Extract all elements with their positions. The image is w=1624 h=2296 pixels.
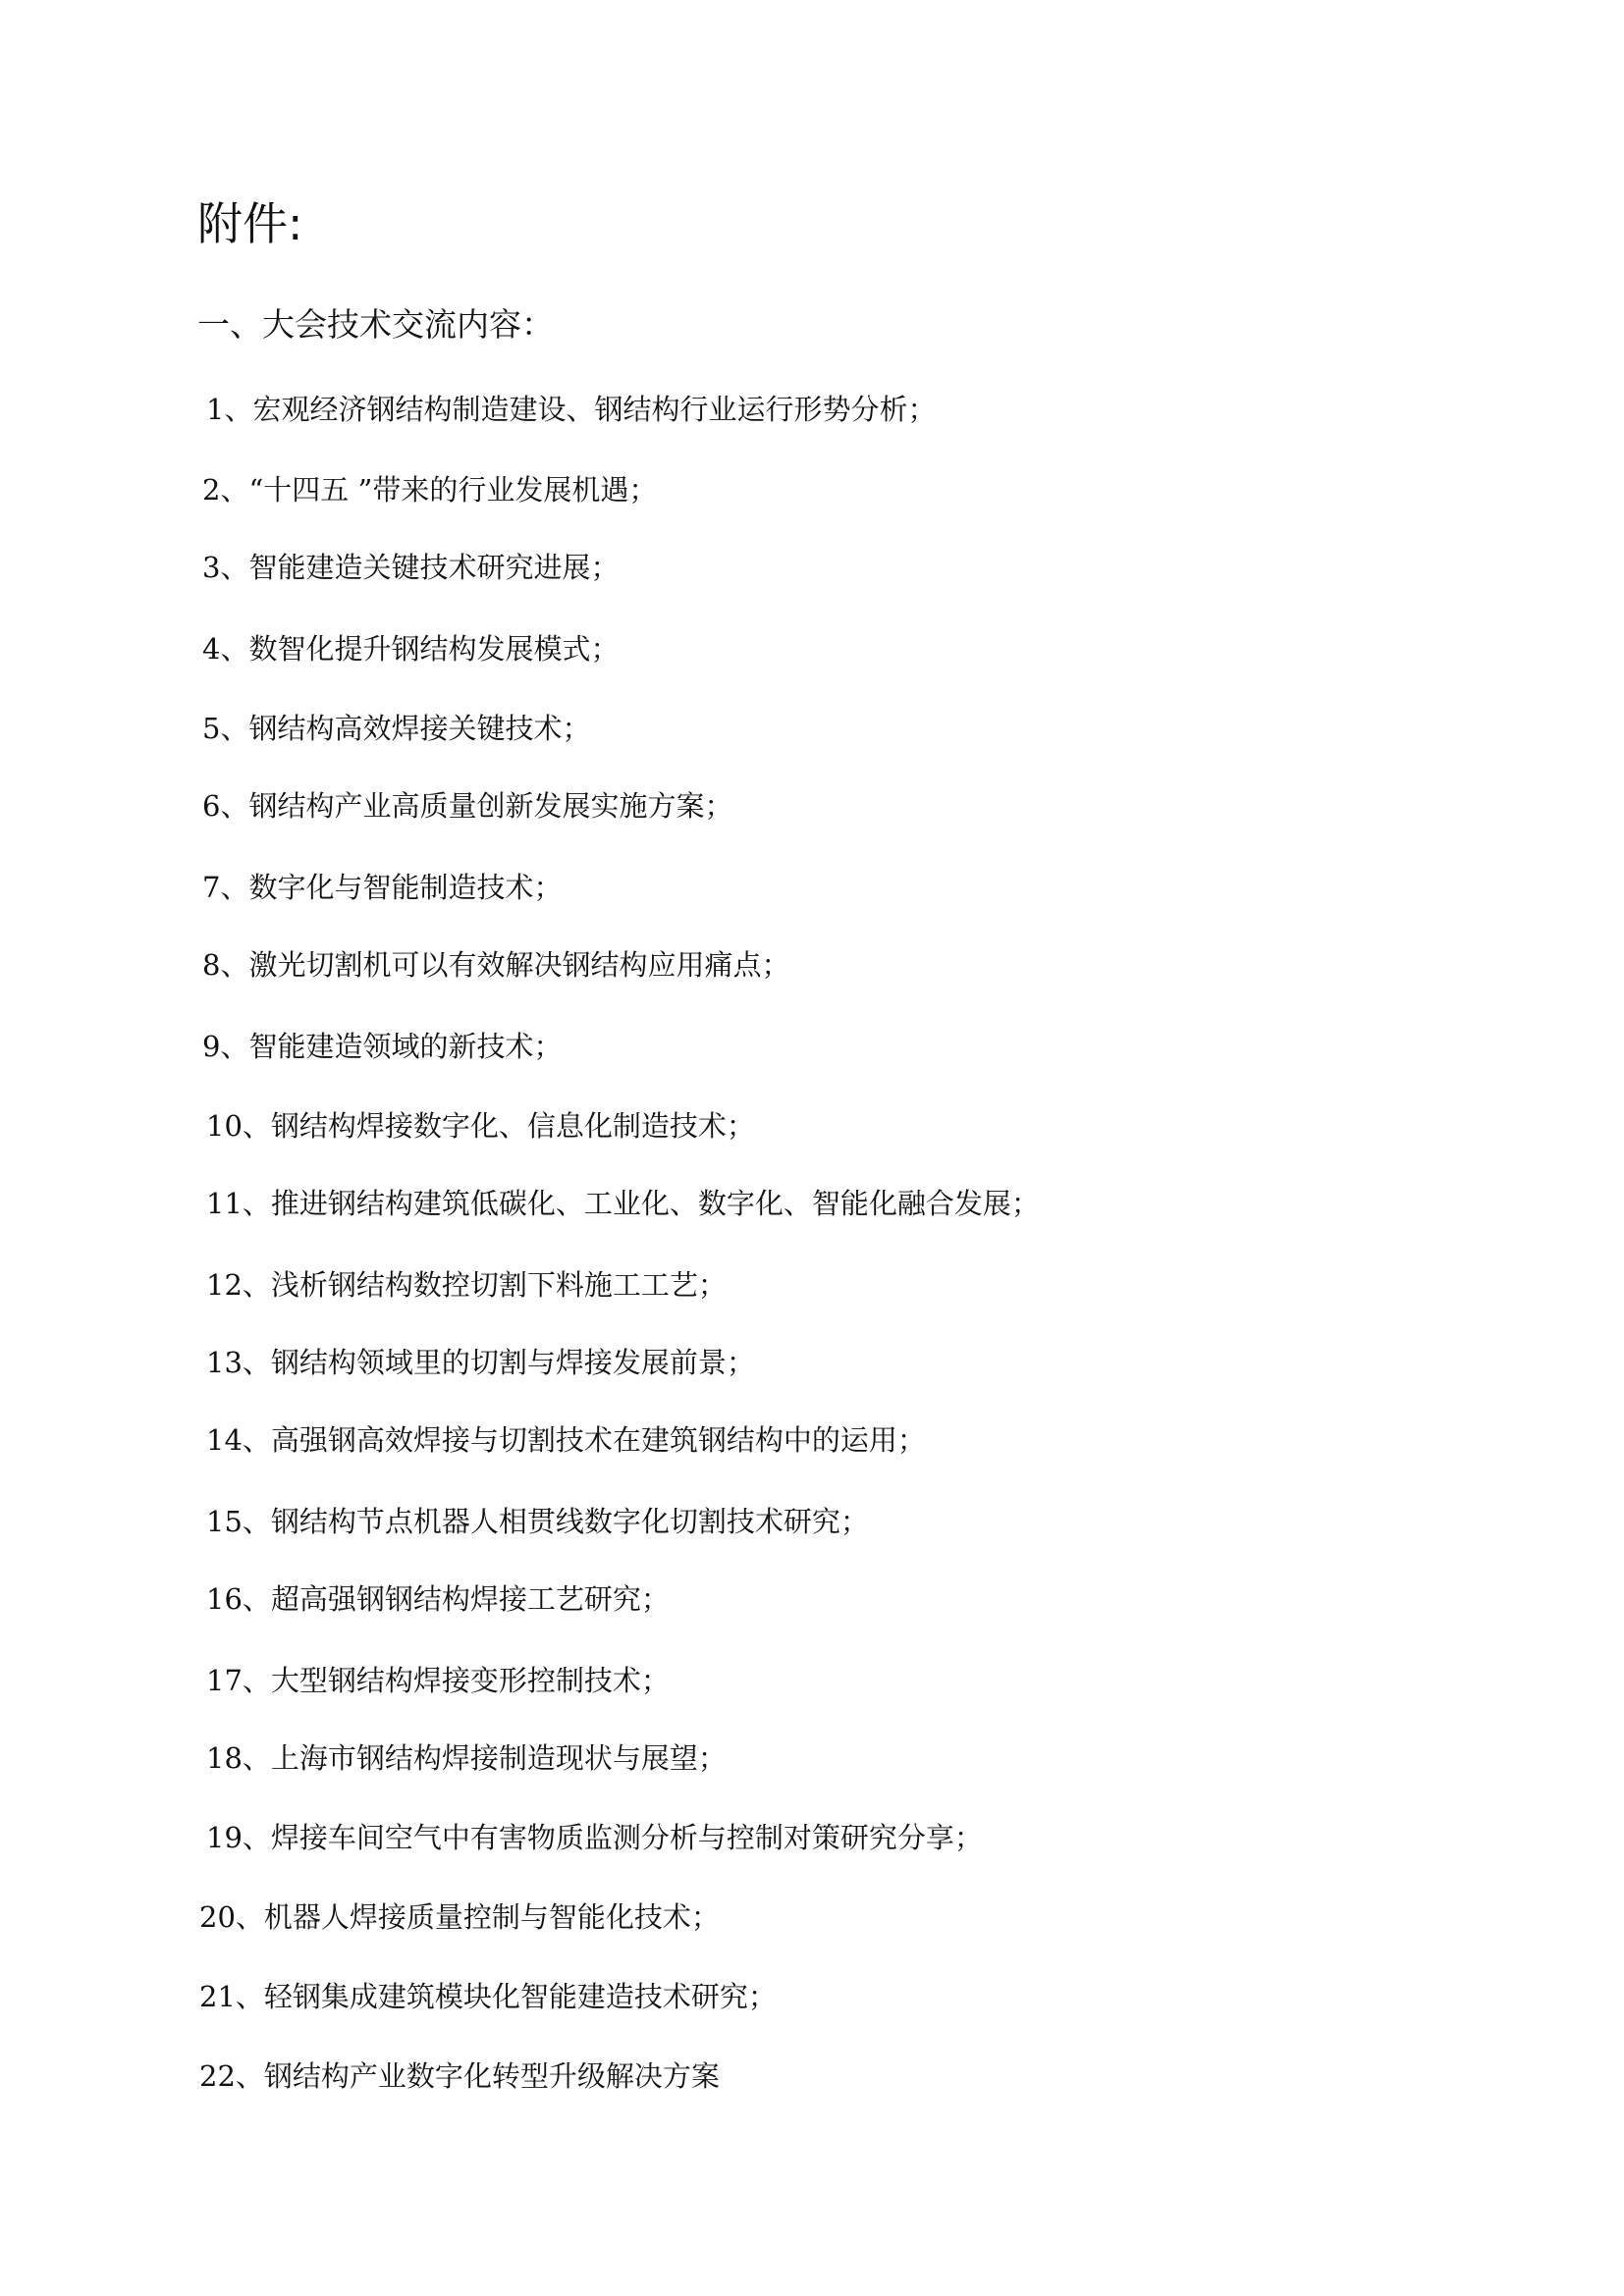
list-item: 16、超高强钢钢结构焊接工艺研究； (206, 1582, 670, 1616)
document-title: 附件: (197, 197, 303, 250)
list-item: 4、数智化提升钢结构发展模式； (202, 632, 620, 666)
list-item: 7、数字化与智能制造技术； (202, 871, 563, 904)
list-item: 2、“十四五 ”带来的行业发展机遇； (202, 473, 658, 507)
list-item: 12、浅析钢结构数控切割下料施工工艺； (206, 1268, 727, 1302)
list-item: 1、宏观经济钢结构制造建设、钢结构行业运行形势分析； (206, 393, 937, 426)
list-item: 19、焊接车间空气中有害物质监测分析与控制对策研究分享； (206, 1821, 983, 1854)
list-item: 22、钢结构产业数字化转型升级解决方案 (199, 2059, 720, 2093)
section-heading: 一、大会技术交流内容： (197, 305, 554, 344)
list-item: 8、激光切割机可以有效解决钢结构应用痛点； (202, 948, 790, 982)
list-item: 6、钢结构产业高质量创新发展实施方案； (202, 789, 733, 823)
list-item: 17、大型钢结构焊接变形控制技术； (206, 1664, 670, 1697)
list-item: 10、钢结构焊接数字化、信息化制造技术； (206, 1109, 755, 1143)
list-item: 15、钢结构节点机器人相贯线数字化切割技术研究； (206, 1505, 869, 1538)
list-item: 3、智能建造关键技术研究进展； (202, 551, 620, 584)
list-item: 20、机器人焊接质量控制与智能化技术； (199, 1900, 720, 1934)
list-item: 13、钢结构领域里的切割与焊接发展前景； (206, 1346, 755, 1379)
list-item: 18、上海市钢结构焊接制造现状与展望； (206, 1741, 727, 1775)
list-item: 5、钢结构高效焊接关键技术； (202, 712, 591, 745)
list-item: 21、轻钢集成建筑模块化智能建造技术研究； (199, 1980, 777, 2013)
list-item: 14、高强钢高效焊接与切割技术在建筑钢结构中的运用； (206, 1423, 926, 1457)
list-item: 9、智能建造领域的新技术； (202, 1030, 563, 1063)
list-item: 11、推进钢结构建筑低碳化、工业化、数字化、智能化融合发展； (206, 1187, 1040, 1220)
